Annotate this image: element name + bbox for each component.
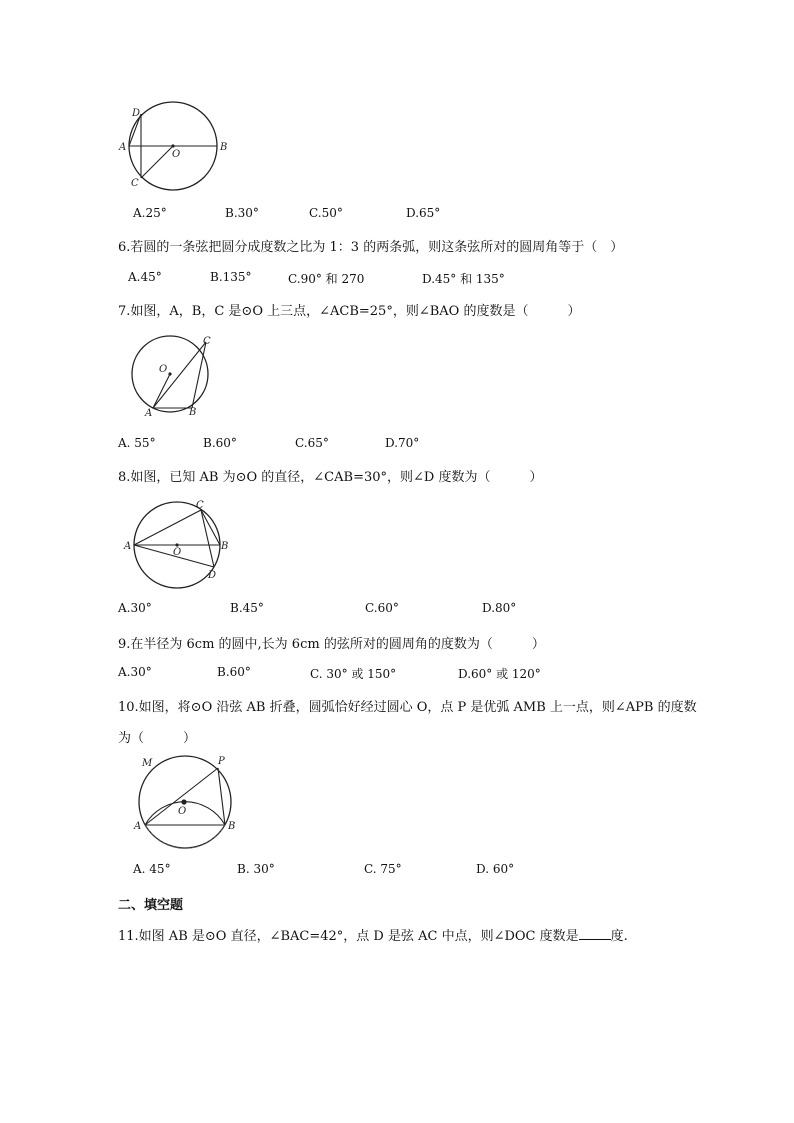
q7-label-A: A <box>145 408 153 419</box>
q10-option-c: C. 75° <box>364 862 402 876</box>
q6-option-d: D.45° 和 135° <box>422 272 505 286</box>
q8-figure <box>124 498 234 588</box>
q10-label-M: M <box>142 758 153 769</box>
q7-label-C: C <box>203 336 211 347</box>
q8-label-B: B <box>221 541 229 552</box>
q10-text-line2: 为（ ） <box>118 731 197 746</box>
q9-option-b: B.60° <box>217 665 251 679</box>
q8-option-b: B.45° <box>230 601 264 615</box>
q11-text-before: 11.如图 AB 是⊙O 直径，∠BAC=42°，点 D 是弦 AC 中点，则∠DOC 度数是 <box>118 929 579 944</box>
q6-option-c: C.90° 和 270 <box>288 272 365 286</box>
q5-label-D: D <box>132 108 141 119</box>
q10-label-P: P <box>218 756 225 767</box>
q10-figure <box>132 756 244 850</box>
q5-label-B: B <box>220 142 228 153</box>
q7-option-a: A. 55° <box>118 436 156 450</box>
q9-option-d: D.60° 或 120° <box>458 667 541 681</box>
q10-option-d: D. 60° <box>476 862 515 876</box>
q7-label-B: B <box>189 407 197 418</box>
q6-text: 6.若圆的一条弦把圆分成度数之比为 1：3 的两条弧，则这条弦所对的圆周角等于（ ） <box>118 240 624 255</box>
q10-option-b: B. 30° <box>237 862 275 876</box>
q10-text-line1: 10.如图，将⊙O 沿弦 AB 折叠，圆弧恰好经过圆心 O，点 P 是优弧 AMB 上一点，则∠APB 的度数 <box>118 700 697 715</box>
q8-text: 8.如图，已知 AB 为⊙O 的直径，∠CAB=30°，则∠D 度数为（ ） <box>118 470 543 485</box>
q5-option-a: A.25° <box>133 206 167 220</box>
q7-option-b: B.60° <box>203 436 237 450</box>
q8-label-D: D <box>208 570 217 581</box>
q8-option-a: A.30° <box>118 601 152 615</box>
q5-option-b: B.30° <box>225 206 259 220</box>
q10-label-B: B <box>228 821 236 832</box>
q11-text <box>118 925 628 944</box>
q5-option-d: D.65° <box>406 206 441 220</box>
q10-option-a: A. 45° <box>133 862 171 876</box>
q5-option-c: C.50° <box>309 206 343 220</box>
q5-label-C: C <box>131 178 139 189</box>
q8-label-A: A <box>124 541 132 552</box>
q8-label-O: O <box>173 547 182 558</box>
q7-option-c: C.65° <box>295 436 329 450</box>
q9-text: 9.在半径为 6cm 的圆中,长为 6cm 的弦所对的圆周角的度数为（ ） <box>118 637 545 652</box>
q6-option-b: B.135° <box>210 270 252 284</box>
q8-label-C: C <box>196 500 204 511</box>
q6-option-a: A.45° <box>128 270 162 284</box>
q5-label-A: A <box>119 142 127 153</box>
q10-label-A: A <box>134 821 142 832</box>
q5-label-O: O <box>172 149 181 160</box>
q11-answer-blank[interactable] <box>579 927 611 940</box>
q5-figure <box>118 100 228 192</box>
q9-option-a: A.30° <box>118 665 152 679</box>
q9-option-c: C. 30° 或 150° <box>310 667 397 681</box>
q7-label-O: O <box>159 364 168 375</box>
section-title-fill-in: 二、填空题 <box>118 898 184 913</box>
q7-text: 7.如图，A，B，C 是⊙O 上三点，∠ACB=25°，则∠BAO 的度数是（ ） <box>118 304 581 319</box>
q8-option-c: C.60° <box>365 601 399 615</box>
q11-text-after: 度. <box>610 929 628 944</box>
q10-label-O: O <box>178 806 187 817</box>
q7-figure <box>126 332 218 422</box>
q8-option-d: D.80° <box>482 601 517 615</box>
q7-option-d: D.70° <box>385 436 420 450</box>
